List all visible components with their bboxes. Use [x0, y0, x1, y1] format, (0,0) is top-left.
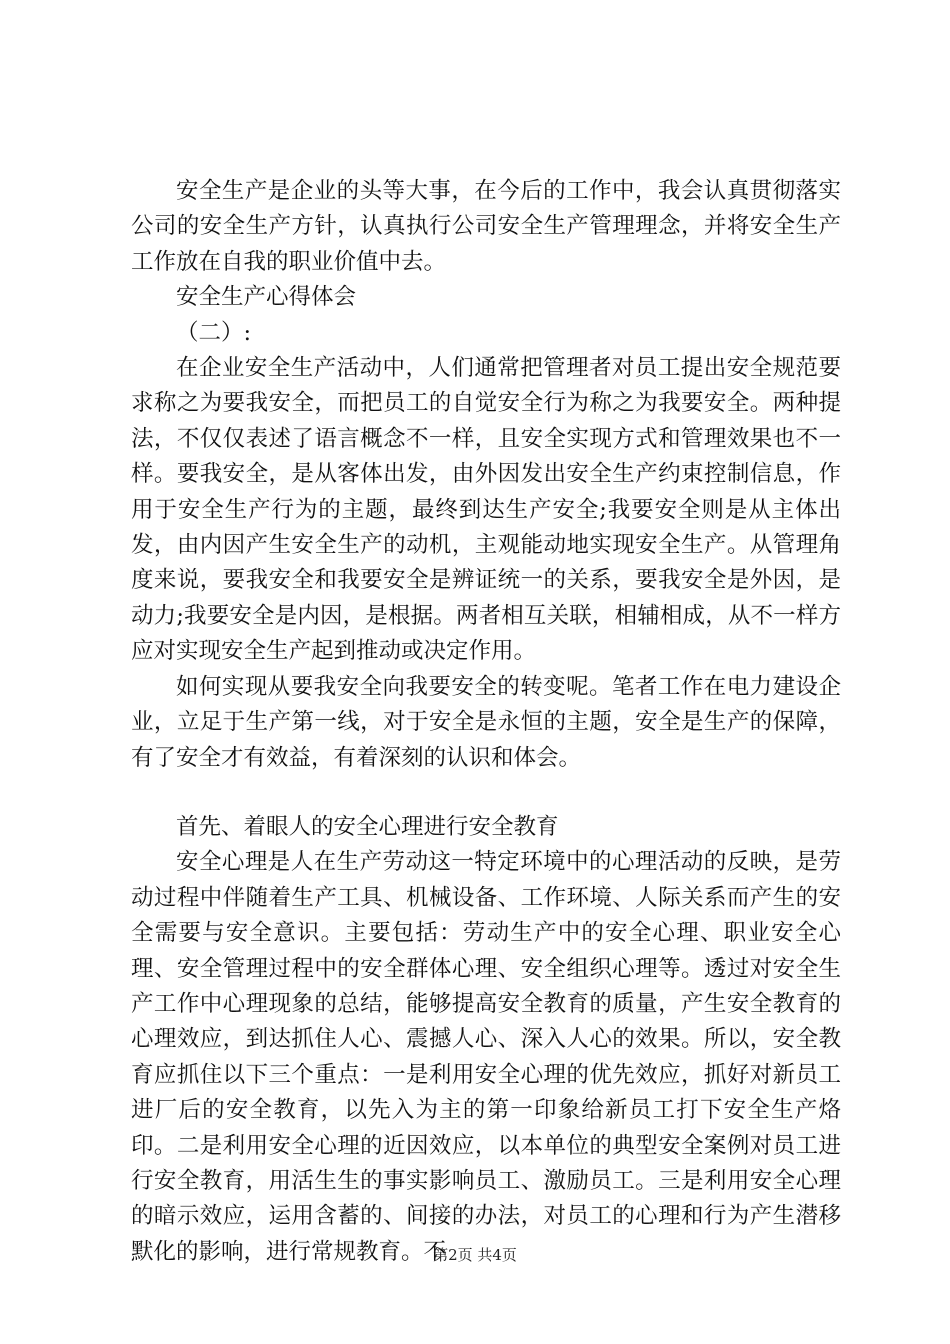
paragraph-safety-psychology: 安全心理是人在生产劳动这一特定环境中的心理活动的反映，是劳动过程中伴随着生产工具、机械设备、工作环境、人际关系而产生的安全需要与安全意识。主要包括：劳动生产中的安全心理、职业安全心理、安全管理过程中的安全群体心理、安全组织心理等。透过对安全生产工作中心理现象的总结，能够提高安全教育的质量，产生安全教育的心理效应，到达抓住人心、震撼人心、深入人心的效果。所以，安全教育应抓住以下三个重点：一是利用安全心理的优先效应，抓好对新员工进厂后的安全教育，以先入为主的第一印象给新员工打下安全生产烙印。二是利用安全心理的近因效应，以本单位的典型安全案例对员工进行安全教育，用活生生的事实影响员工、激励员工。三是利用安全心理的暗示效应，运用含蓄的、间接的办法，对员工的心理和行为产生潜移默化的影响，进行常规教育。不 [131, 849, 841, 1265]
section-title: 安全生产心得体会 [176, 284, 357, 311]
page-indicator: 第2页 共4页 [433, 1246, 517, 1264]
page-footer [0, 1244, 950, 1265]
paragraph-question: 如何实现从要我安全向我要安全的转变呢。笔者工作在电力建设企业，立足于生产第一线，对于安全是永恒的主题，安全是生产的保障，有了安全才有效益，有着深刻的认识和体会。 [131, 673, 841, 771]
section-number: （二）: [176, 319, 252, 346]
subsection-heading: 首先、着眼人的安全心理进行安全教育 [176, 813, 559, 840]
paragraph-conclusion: 安全生产是企业的头等大事，在今后的工作中，我会认真贯彻落实公司的安全生产方针，认真执行公司安全生产管理理念，并将安全生产工作放在自我的职业价值中去。 [131, 178, 841, 275]
paragraph-intro: 在企业安全生产活动中，人们通常把管理者对员工提出安全规范要求称之为要我安全，而把员工的自觉安全行为称之为我要安全。两种提法，不仅仅表述了语言概念不一样，且安全实现方式和管理效果也不一样。要我安全，是从客体出发，由外因发出安全生产约束控制信息，作用于安全生产行为的主题，最终到达生产安全;我要安全则是从主体出发，由内因产生安全生产的动机，主观能动地实现安全生产。从管理角度来说，要我安全和我要安全是辨证统一的关系，要我安全是外因，是动力;我要安全是内因，是根据。两者相互关联，相辅相成，从不一样方应对实现安全生产起到推动或决定作用。 [131, 355, 841, 665]
document-body [131, 174, 841, 1270]
